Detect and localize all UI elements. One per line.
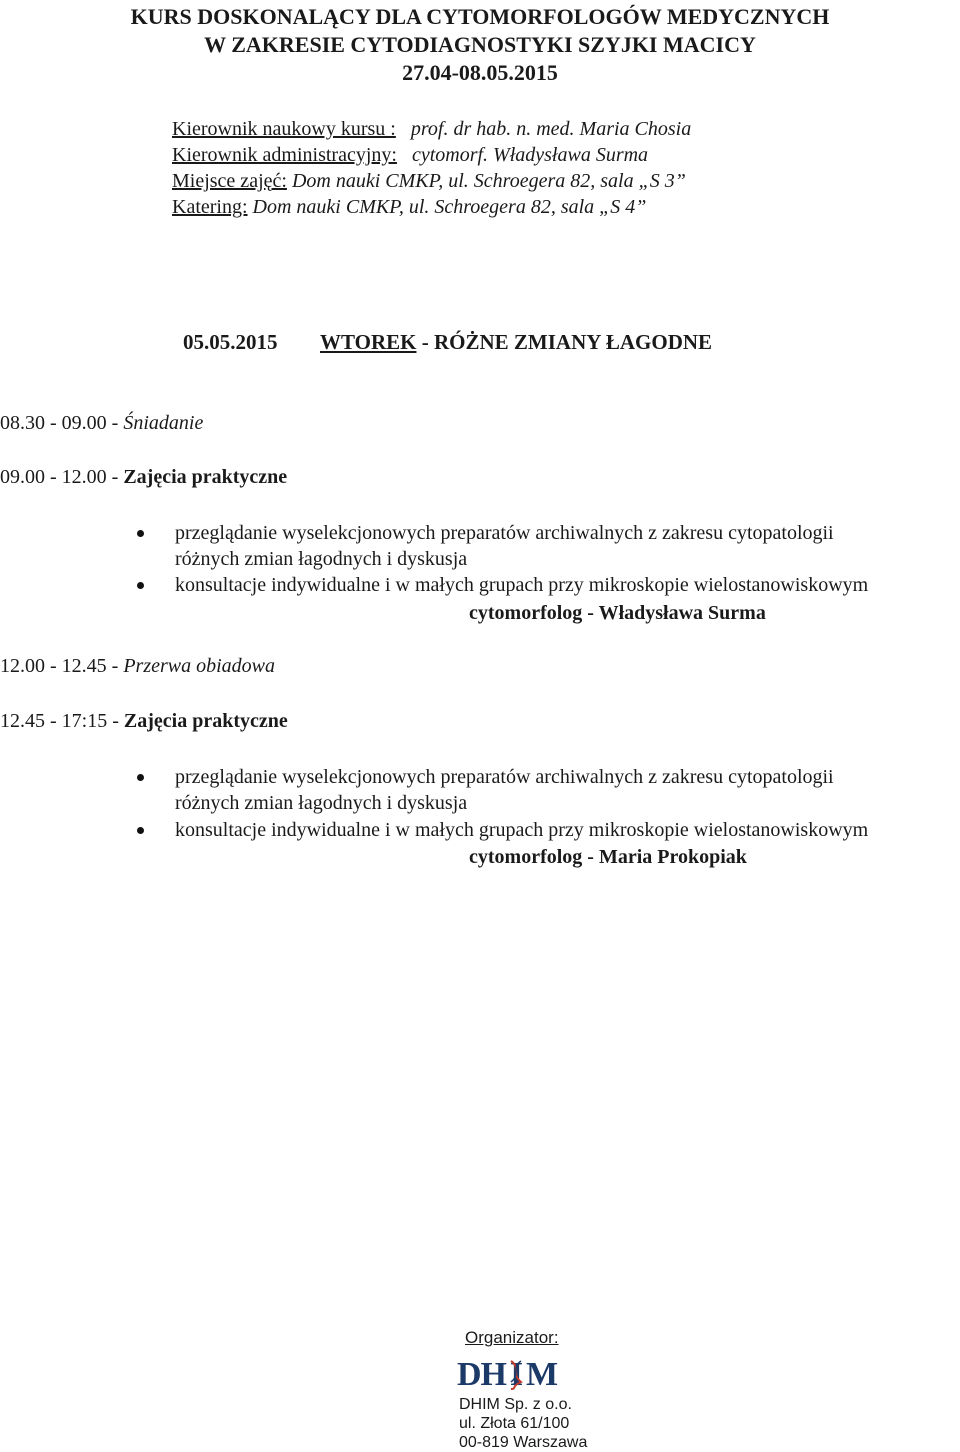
organizer-label: Organizator: xyxy=(465,1328,559,1347)
bullet-icon xyxy=(137,827,144,834)
bullet-icon xyxy=(137,774,144,781)
slot-breakfast xyxy=(0,412,203,435)
list-item-continuation: różnych zmian łagodnych i dyskusja xyxy=(175,792,468,814)
admin-director-value: cytomorf. Władysława Surma xyxy=(411,144,649,166)
instructor-name: cytomorfolog - Władysława Surma xyxy=(469,602,766,624)
day-name: WTOREK xyxy=(320,330,417,354)
slot-title: Zajęcia praktyczne xyxy=(123,710,288,732)
list-item-continuation: różnych zmian łagodnych i dyskusja xyxy=(175,548,468,570)
slot-title: Zajęcia praktyczne xyxy=(123,466,288,488)
slot-title: Przerwa obiadowa xyxy=(123,655,276,677)
day-heading xyxy=(320,330,712,355)
slot-time: 09.00 - 12.00 - xyxy=(0,466,124,488)
day-topic: RÓŻNE ZMIANY ŁAGODNE xyxy=(433,330,713,354)
day-date: 05.05.2015 xyxy=(183,330,278,354)
catering-row xyxy=(172,194,646,220)
logo-text-mid: I xyxy=(509,1356,523,1393)
list-item: przeglądanie wyselekcjonowych preparatów archiwalnych z zakresu cytopatologii xyxy=(175,766,834,788)
course-dates: 27.04-08.05.2015 xyxy=(402,60,558,85)
bullet-icon xyxy=(137,530,144,537)
logo-text-right: M xyxy=(526,1356,558,1393)
slot-time: 12.45 - 17:15 - xyxy=(0,710,124,732)
day-separator: - xyxy=(416,330,434,354)
logo-text-left: DH xyxy=(457,1356,506,1393)
slot-time: 08.30 - 09.00 - xyxy=(0,412,124,434)
catering-value: Dom nauki CMKP, ul. Schroegera 82, sala „S 4” xyxy=(252,196,647,218)
list-item: konsultacje indywidualne i w małych grupach przy mikroskopie wielostanowiskowym xyxy=(175,574,869,596)
dhim-logo xyxy=(457,1356,557,1394)
company-name: DHIM Sp. z o.o. xyxy=(459,1396,572,1413)
logo-dna-icon xyxy=(506,1356,526,1394)
place-value: Dom nauki CMKP, ul. Schroegera 82, sala „S 3” xyxy=(291,170,686,192)
course-title-line2: W ZAKRESIE CYTODIAGNOSTYKI SZYJKI MACICY xyxy=(204,32,756,57)
scientific-director-label: Kierownik naukowy kursu : xyxy=(172,118,396,140)
company-city: 00-819 Warszawa xyxy=(459,1434,588,1451)
company-street: ul. Złota 61/100 xyxy=(459,1415,570,1432)
admin-director-label: Kierownik administracyjny: xyxy=(172,144,397,166)
place-row xyxy=(172,168,686,194)
slot-practical-morning xyxy=(0,466,287,489)
instructor-name: cytomorfolog - Maria Prokopiak xyxy=(469,846,747,868)
catering-label: Katering: xyxy=(172,196,248,218)
admin-director-row xyxy=(172,142,648,168)
slot-practical-afternoon xyxy=(0,710,288,733)
scientific-director-row xyxy=(172,116,691,142)
bullet-icon xyxy=(137,582,144,589)
course-title-line1: KURS DOSKONALĄCY DLA CYTOMORFOLOGÓW MEDYCZNYCH xyxy=(130,4,830,29)
list-item: przeglądanie wyselekcjonowych preparatów archiwalnych z zakresu cytopatologii xyxy=(175,522,834,544)
slot-lunch-break xyxy=(0,655,275,678)
slot-time: 12.00 - 12.45 - xyxy=(0,655,124,677)
scientific-director-value: prof. dr hab. n. med. Maria Chosia xyxy=(410,118,692,140)
list-item: konsultacje indywidualne i w małych grupach przy mikroskopie wielostanowiskowym xyxy=(175,819,869,841)
place-label: Miejsce zajęć: xyxy=(172,170,287,192)
slot-title: Śniadanie xyxy=(123,412,204,434)
